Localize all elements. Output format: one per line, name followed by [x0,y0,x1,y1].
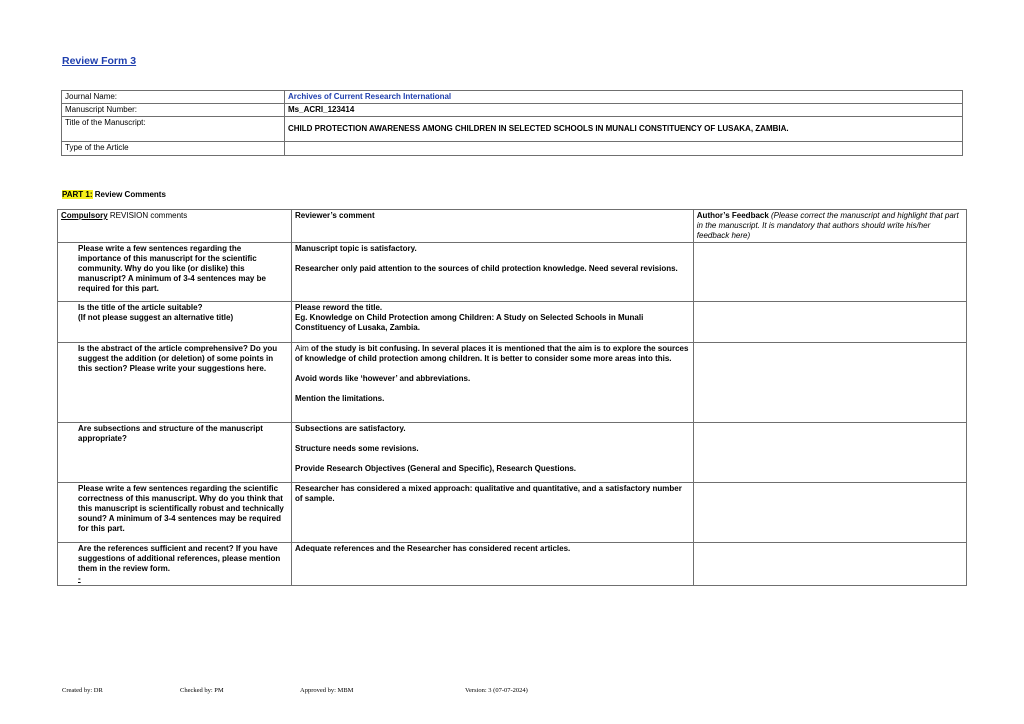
header-reviewer-comment: Reviewer’s comment [292,210,694,243]
article-type-row [62,142,963,156]
author-feedback-correctness[interactable] [693,483,966,543]
question-references [58,543,292,586]
table-row [58,243,967,302]
review-table-header [58,210,967,243]
page-title: Review Form 3 [62,55,137,67]
table-row [58,302,967,343]
comment-paragraph [295,344,690,364]
comment-text: Researcher has considered a mixed approach: qualitative and quantitative, and a satisfactory number of sample. [295,484,682,503]
comment-text: Manuscript topic is satisfactory. [295,244,417,253]
question-structure: Are subsections and structure of the manuscript appropriate? [58,423,292,483]
author-feedback-abstract[interactable] [693,343,966,423]
question-abstract: Is the abstract of the article comprehensive? Do you suggest the addition (or deletion) of some points in this section? Please write your suggestions here. [58,343,292,423]
comment-text: Subsections are satisfactory. [295,424,406,433]
manuscript-info-table [61,90,963,156]
review-comments-table [57,209,967,586]
manuscript-number-value: Ms_ACRI_123414 [285,104,963,117]
table-row [58,343,967,423]
header-author-feedback: Author’s Feedback [696,211,769,220]
comment-text: Adequate references and the Researcher has considered recent articles. [295,544,571,553]
manuscript-title-row [62,117,963,142]
part1-title: Review Comments [92,190,166,199]
table-row [58,543,967,586]
footer-created: Created by: DR [62,687,103,694]
header-revision-comments: REVISION comments [107,211,188,220]
reviewer-comment-references [292,543,694,586]
journal-label: Journal Name: [62,91,285,104]
header-author-feedback-cell [693,210,966,243]
journal-value: Archives of Current Research International [285,91,963,104]
reviewer-comment-structure [292,423,694,483]
comment-text: of the study is bit confusing. In several places it is mentioned that the aim is to explore the sources of knowledge of child protection among children. It is better to consider some more areas into this. [295,344,689,363]
comment-text: Structure needs some revisions. [295,444,419,453]
question-text: Are the references sufficient and recent? If you have suggestions of additional references, please mention them in the review form. [78,544,281,573]
header-compulsory: Compulsory [61,211,108,220]
question-tail: - [78,574,81,583]
manuscript-title-value: CHILD PROTECTION AWARENESS AMONG CHILDREN IN SELECTED SCHOOLS IN MUNALI CONSTITUENCY OF LUSAKA, ZAMBIA. [285,117,963,142]
comment-text: Provide Research Objectives (General and Specific), Research Questions. [295,464,577,473]
reviewer-comment-abstract [292,343,694,423]
manuscript-title-label: Title of the Manuscript: [62,117,285,142]
table-row [58,423,967,483]
part1-prefix: PART 1: [62,190,93,199]
header-compulsory-cell [58,210,292,243]
footer-version: Version: 3 (07-07-2024) [465,687,528,694]
manuscript-number-row [62,104,963,117]
header-author-feedback-note: (Please correct the manuscript and highlight that part in the manuscript. It is mandatory that authors should write his/her feedback here) [696,211,959,240]
journal-row [62,91,963,104]
author-feedback-importance[interactable] [693,243,966,302]
author-feedback-references[interactable] [693,543,966,586]
manuscript-number-label: Manuscript Number: [62,104,285,117]
article-type-label: Type of the Article [62,142,285,156]
author-feedback-structure[interactable] [693,423,966,483]
comment-text: Avoid words like ‘however’ and abbreviations. [295,374,471,383]
comment-text: Mention the limitations. [295,394,385,403]
article-type-value[interactable] [285,142,963,156]
reviewer-comment-importance [292,243,694,302]
comment-text: Please reword the title. [295,303,383,312]
author-feedback-title[interactable] [693,302,966,343]
comment-text: Eg. Knowledge on Child Protection among Children: A Study on Selected Schools in Munali Constituency of Lusaka, Zambia. [295,313,644,332]
question-correctness: Please write a few sentences regarding the scientific correctness of this manuscript. Why do you think that this manuscript is scientifically robust and technically sound? A minimum of 3-4 sentences may be required for this part. [58,483,292,543]
reviewer-comment-correctness [292,483,694,543]
question-title: Is the title of the article suitable? (If not please suggest an alternative title) [58,302,292,343]
reviewer-comment-title [292,302,694,343]
footer-approved: Approved by: MBM [300,687,354,694]
question-importance: Please write a few sentences regarding the importance of this manuscript for the scientific community. Why do you like (or dislike) this manuscript? A minimum of 3-4 sentences may be required for this part. [58,243,292,302]
comment-text: Researcher only paid attention to the sources of child protection knowledge. Need several revisions. [295,264,678,273]
comment-text: Aim [295,344,309,353]
part1-heading [62,190,166,199]
footer-checked: Checked by: PM [180,687,224,694]
table-row [58,483,967,543]
